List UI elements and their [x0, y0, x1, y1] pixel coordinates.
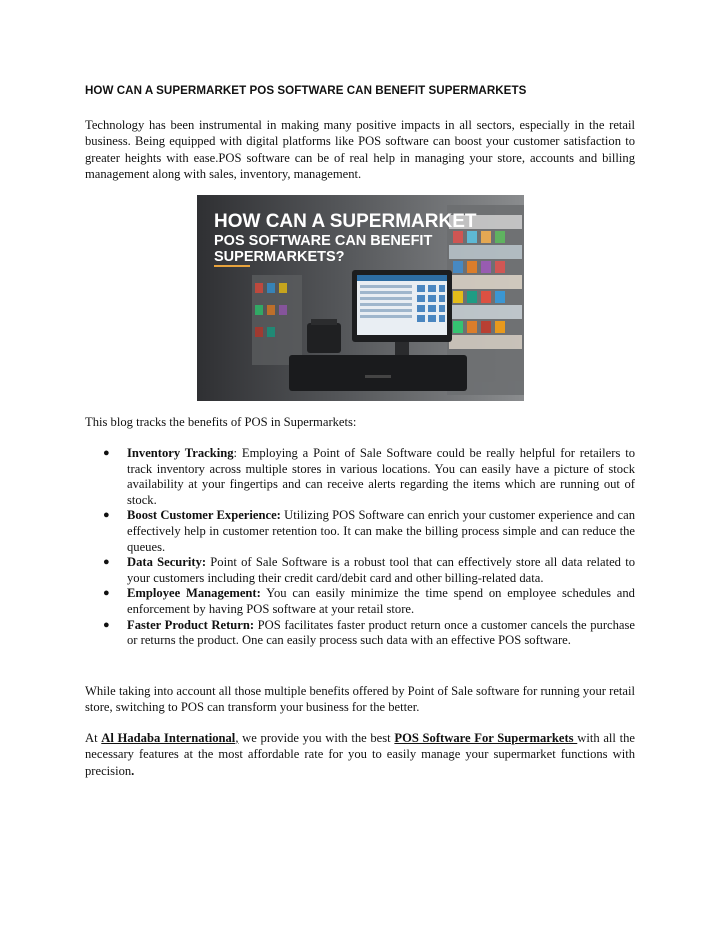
- bullet-icon: ●: [103, 447, 110, 459]
- list-item: [103, 586, 635, 617]
- benefits-list: [103, 446, 635, 649]
- hero-title-line1: HOW CAN A SUPERMARKET: [214, 211, 477, 232]
- receipt-printer-icon: [307, 319, 341, 353]
- list-item: [103, 555, 635, 586]
- intro-paragraph: Technology has been instrumental in making many positive impacts in all sectors, especially in the retail business. Being equipped with digital platforms like POS software can boost your customer satisfaction to greater heights with ease.POS software can be of real help in managing your store, accounts and billing management along with sales, inventory, management.: [85, 118, 635, 181]
- bullet-icon: ●: [103, 618, 110, 631]
- list-item: [103, 508, 635, 555]
- company-link[interactable]: Al Hadaba International: [101, 731, 236, 745]
- hero-title-line2: POS SOFTWARE CAN BENEFIT: [214, 233, 433, 249]
- cta-paragraph: At Al Hadaba International, we provide you with the best POS Software For Supermarkets with all the necessary features at the most affordable rate for you to easily manage your supermarket functions with precision.: [85, 731, 635, 778]
- hero-title-line3: SUPERMARKETS?: [214, 249, 345, 265]
- hero-image: [197, 195, 524, 401]
- cash-drawer-icon: [289, 355, 467, 391]
- hero-accent-bar: [214, 265, 250, 267]
- hero-illustration: [197, 195, 524, 401]
- list-item-title: Data Security:: [127, 555, 207, 570]
- list-item-text: Utilizing POS Software can enrich your customer experience and can effectively help in customer retention too. It can make the billing process simple and can reduce the queues.: [127, 508, 635, 554]
- closing-paragraph: While taking into account all those multiple benefits offered by Point of Sale software for running your retail store, switching to POS can transform your business for the better.: [85, 684, 635, 715]
- page-title: HOW CAN A SUPERMARKET POS SOFTWARE CAN BENEFIT SUPERMARKETS: [85, 84, 527, 97]
- bullet-icon: ●: [103, 556, 110, 569]
- list-item-text: You can easily minimize the time spend on employee schedules and enforcement by having POS software at your retail store.: [127, 586, 635, 616]
- list-item-text: Point of Sale Software is a robust tool that can effectively store all data related to your customers including their credit card/debit card and other billing-related data.: [127, 555, 635, 585]
- bullet-icon: ●: [103, 509, 110, 522]
- list-item-title: Employee Management:: [127, 586, 261, 601]
- list-item: ● Inventory Tracking: Employing a Point of Sale Software could be really helpful for retailers to track inventory across multiple stores in various locations. You can easily have a picture of stock availability at your fingertips and can receive alerts regarding the items which are running out of stock.: [103, 446, 635, 507]
- list-item-title: Boost Customer Experience:: [127, 508, 281, 523]
- list-intro: This blog tracks the benefits of POS in Supermarkets:: [85, 415, 357, 429]
- list-item-text: Employing a Point of Sale Software could be really helpful for retailers to track inventory across multiple stores in various locations. You can easily have a picture of stock availability at your fingertips and can receive alerts regarding the items which are running out of stock.: [127, 446, 635, 507]
- list-item-title: Inventory Tracking: [127, 446, 234, 460]
- list-item-title: Faster Product Return:: [127, 617, 255, 632]
- list-item-text: POS facilitates faster product return once a customer cancels the purchase or returns the product. One can easily process such data with an effective POS software.: [127, 617, 635, 648]
- bullet-icon: ●: [103, 587, 110, 600]
- product-link[interactable]: POS Software For Supermarkets: [394, 731, 578, 745]
- list-item: [103, 618, 635, 649]
